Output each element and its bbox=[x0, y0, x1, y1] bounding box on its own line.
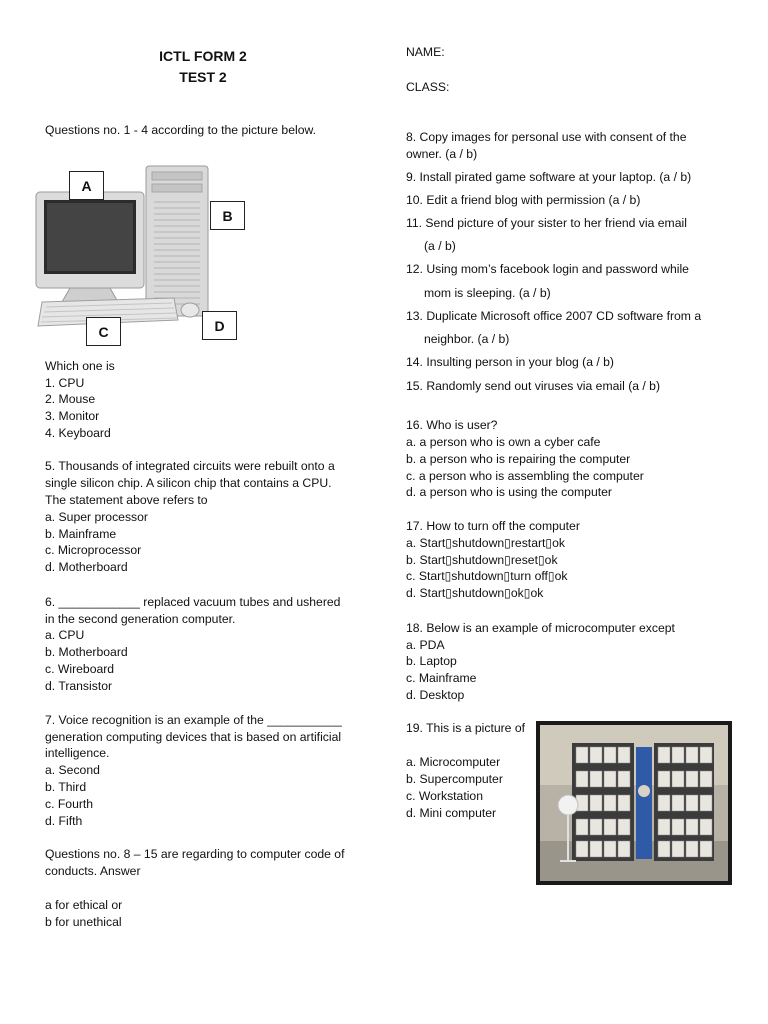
q17-question: 17. How to turn off the computer bbox=[406, 519, 580, 533]
q7-line: intelligence. bbox=[45, 746, 110, 760]
q18-option: b. Laptop bbox=[406, 654, 457, 668]
q7-option: b. Third bbox=[45, 780, 87, 794]
q6-line: 6. ____________ replaced vacuum tubes and ushered bbox=[45, 595, 341, 609]
test-subtitle: TEST 2 bbox=[179, 69, 227, 85]
q18-option: d. Desktop bbox=[406, 688, 465, 702]
answer-key: a for ethical or bbox=[45, 898, 123, 912]
q16-question: 16. Who is user? bbox=[406, 418, 498, 432]
q5-option: c. Microprocessor bbox=[45, 543, 142, 557]
item-mouse: 2. Mouse bbox=[45, 392, 96, 406]
conduct-line: 13. Duplicate Microsoft office 2007 CD software from a bbox=[406, 309, 702, 323]
q6-option: d. Transistor bbox=[45, 679, 113, 693]
q6-option: a. CPU bbox=[45, 628, 85, 642]
conduct-line: neighbor. (a / b) bbox=[424, 332, 510, 346]
q7-line: 7. Voice recognition is an example of the ___________ bbox=[45, 713, 342, 727]
name-label: NAME: bbox=[406, 45, 445, 59]
q18-option: c. Mainframe bbox=[406, 671, 477, 685]
q7-option: a. Second bbox=[45, 763, 100, 777]
q16-option: b. a person who is repairing the computer bbox=[406, 452, 631, 466]
q17-option: a. Start▯shutdown▯restart▯ok bbox=[406, 536, 565, 550]
conduct-line: owner. (a / b) bbox=[406, 147, 478, 161]
q5-option: d. Motherboard bbox=[45, 560, 128, 574]
conduct-line: 15. Randomly send out viruses via email (a / b) bbox=[406, 379, 661, 393]
conduct-line: mom is sleeping. (a / b) bbox=[424, 286, 551, 300]
q19-option: b. Supercomputer bbox=[406, 772, 503, 786]
q18-question: 18. Below is an example of microcomputer except bbox=[406, 621, 675, 635]
q7-option: d. Fifth bbox=[45, 814, 83, 828]
q6-option: c. Wireboard bbox=[45, 662, 115, 676]
q5-line: 5. Thousands of integrated circuits were rebuilt onto a bbox=[45, 459, 335, 473]
label-box-d: D bbox=[202, 311, 237, 340]
conduct-line: 12. Using mom’s facebook login and password while bbox=[406, 262, 689, 276]
q7-option: c. Fourth bbox=[45, 797, 94, 811]
questions-1-4-intro: Questions no. 1 - 4 according to the picture below. bbox=[45, 123, 316, 137]
q19-option: a. Microcomputer bbox=[406, 755, 501, 769]
q17-option: c. Start▯shutdown▯turn off▯ok bbox=[406, 569, 568, 583]
answer-key: b for unethical bbox=[45, 915, 122, 929]
label-box-c: C bbox=[86, 317, 121, 346]
which-one-is: Which one is bbox=[45, 359, 115, 373]
conduct-line: 14. Insulting person in your blog (a / b) bbox=[406, 355, 614, 369]
conduct-line: 10. Edit a friend blog with permission (a / b) bbox=[406, 193, 641, 207]
q8-15-instruction: Questions no. 8 – 15 are regarding to computer code of bbox=[45, 847, 345, 861]
label-box-a: A bbox=[69, 171, 104, 200]
test-title: ICTL FORM 2 bbox=[159, 48, 247, 64]
conduct-line: 8. Copy images for personal use with consent of the bbox=[406, 130, 687, 144]
conduct-line: 9. Install pirated game software at your laptop. (a / b) bbox=[406, 170, 692, 184]
q16-option: a. a person who is own a cyber cafe bbox=[406, 435, 601, 449]
q19-question: 19. This is a picture of bbox=[406, 721, 526, 735]
q16-option: c. a person who is assembling the computer bbox=[406, 469, 644, 483]
q6-option: b. Motherboard bbox=[45, 645, 128, 659]
q7-line: generation computing devices that is based on artificial bbox=[45, 730, 342, 744]
class-label: CLASS: bbox=[406, 80, 450, 94]
q16-option: d. a person who is using the computer bbox=[406, 485, 612, 499]
q6-line: in the second generation computer. bbox=[45, 612, 236, 626]
q5-line: The statement above refers to bbox=[45, 493, 208, 507]
item-keyboard: 4. Keyboard bbox=[45, 426, 111, 440]
item-cpu: 1. CPU bbox=[45, 376, 85, 390]
q17-option: d. Start▯shutdown▯ok▯ok bbox=[406, 586, 544, 600]
conduct-line: (a / b) bbox=[424, 239, 456, 253]
item-monitor: 3. Monitor bbox=[45, 409, 100, 423]
conduct-line: 11. Send picture of your sister to her friend via email bbox=[406, 216, 687, 230]
q19-option: d. Mini computer bbox=[406, 806, 497, 820]
q5-option: b. Mainframe bbox=[45, 527, 117, 541]
q19-option: c. Workstation bbox=[406, 789, 483, 803]
q17-option: b. Start▯shutdown▯reset▯ok bbox=[406, 553, 558, 567]
supercomputer-photo bbox=[536, 721, 732, 885]
q8-15-instruction: conducts. Answer bbox=[45, 864, 141, 878]
q5-option: a. Super processor bbox=[45, 510, 148, 524]
q18-option: a. PDA bbox=[406, 638, 445, 652]
desktop-computer-image bbox=[34, 160, 214, 335]
q5-line: single silicon chip. A silicon chip that contains a CPU. bbox=[45, 476, 332, 490]
label-box-b: B bbox=[210, 201, 245, 230]
